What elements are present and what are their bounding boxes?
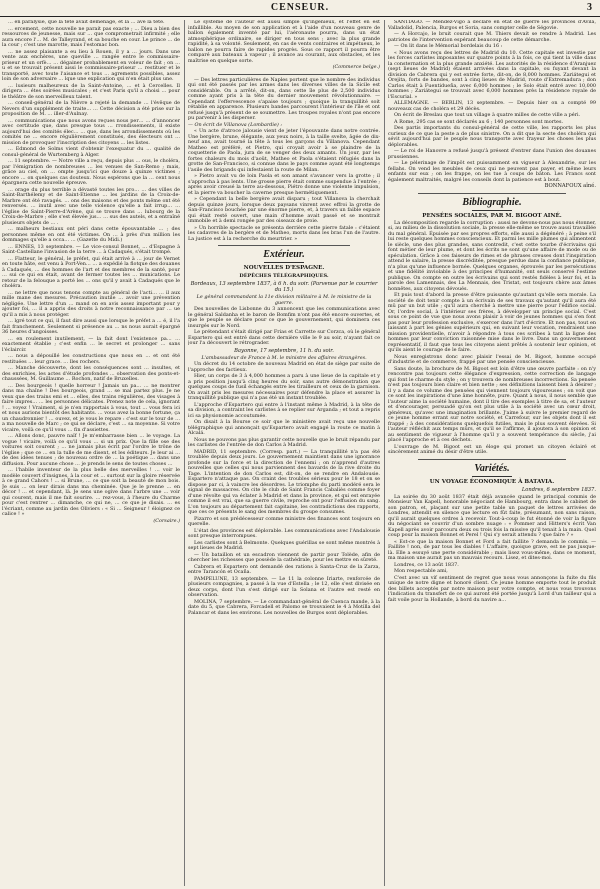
column-2 bbox=[188, 20, 380, 886]
paragraph: La soirée du 30 août 1837 était déjà avancée quand le principal commis de Monsieur Van Kapell, honorable négociant de Hambourg, entra dans le cabinet de son patron, et, plaçant sur une petite table un paquet de lettres arrivées de Londres, attendit en silence que lecture en fût faite, présumant, non sans raison, qu'il aurait quelques ordres à recevoir. Tout-à-coup le fut étonné de voir la figure du négociant se couvrir d'un sombre nuage : « Pommer and Hitters's écrit Van Kapell après avoir parcouru deux ou trois fois la missive qu'il tenait à la main. Quel coup pour la maison Bonnet et Perel ! Qui s'y serait attendu ? que faire ? » bbox=[388, 493, 596, 538]
header-rule bbox=[0, 16, 600, 17]
paragraph: ALLEMAGNE. — BERLIN, 13 septembre. — Depuis hier on a compté 99 nouveaux cas de choléra et 29 décès. bbox=[388, 100, 596, 112]
article-villanova bbox=[188, 129, 380, 242]
article-naples bbox=[188, 78, 380, 122]
paragraph: L'ouvrage de M. Bigoot est un éloge qui promet un citoyen éclairé et sincèrement animé du désir d'être utile. bbox=[388, 443, 596, 455]
paragraph: … orage du plus terrible a dévasté toutes les pro… … des villes de Saint-Barthélemy et de Saint-Etienne … les jardins de la Croix-de-Marbre ont été ravagés. … ons des maisons et des ponts même ont été renversés. … inutil avec une telle violence qu'elle a fait irrup… … l'église de Saint-Pierre-d'Arène, qui se trouve dans … lubourg de la Croix-de-Marbre ; elle s'est élevée jus… … sus des autels, et a entraîné plusieurs objets de … . bbox=[2, 186, 180, 226]
paragraph: MOLINA, 7 septembre. — Le commandant-général de Cuenca mande, à la date du 5, que Cabrera, Forcadell et Palomo se trouvaient le 4 à Motilla del Palancar et dans les environs. Les nouvelles de Burgos sont déplorables. bbox=[188, 598, 380, 616]
paragraph: … en paralysie, que la tête avait déménagé, et la … ave la tête. bbox=[8, 20, 165, 25]
paragraph: … ne lettre que nous tenons compte au général de l'acti… … il aux mille mane des mesures. Précaution inutile … avoir une prévention négligée. Une lettre d'un … mand on en avis assez important pour y ajouter foi, … il a appris des droits à notre reconnaissance par … ue qu'il a mis à nous protéger. bbox=[2, 289, 180, 318]
paragraph: » Cependant la belle bergère avait disparu ; tout Villanova la cherchait depuis quinze jours, lorsque deux paysans vinrent avec effroi la grotte de San-Francisco bouchée par une énorme pierre, et, à travers un faible espace qui était resté ouvert, une main d'homme avait passé et se montrait immobile et à demi rongée par des oiseaux de proie. bbox=[188, 196, 380, 224]
paragraph: — A Horcajo, le bruit courait que M. Thiers devait se rendre à Madrid. Les patriotes de l'intervention espérant beaucoup de cette démarche. bbox=[388, 31, 596, 43]
dateline-bordeaux: Bordeaux, 13 septembre 1837, à 6 h. du soir. (Parvenue par le courrier du 15.) bbox=[190, 281, 378, 293]
paragraph: … ne assez plaisante a eu lieu à Rouen, il y a … jours. Dans une vente aux enchères, une queville … rangée entre le commissaire-priseur et un orfè… … dégainer probablement en voleur de fait ; on … u et se trouvait présent aissi le commissaire-priseur … restituer et le transporté, avec toute l'aisance et tous … agrements possibles, assez loin de son adversaire … lque une explication qui n'en était plus une. bbox=[2, 48, 180, 82]
newspaper-title: CENSEUR. bbox=[270, 2, 330, 13]
dateline-bayonne: Bayonne, 17 septembre, 11 h. du soir. bbox=[234, 347, 334, 354]
paragraph: … ercement, cette nouvelle ne parait pas exacte ; … Dieu a bien des ressources de jeunesse, mais sur … que comprometrait infirmité ; elle aura encore l'… M. de Talleyrand, et sa bouche en cour. Le prince … de la cour ; c'est une marotte, mais l'estomac bon. bbox=[2, 25, 180, 48]
masthead bbox=[0, 2, 600, 16]
paragraph: Londres, ce 13 août 1837. bbox=[394, 561, 459, 568]
paragraph: Pizarro et son prédécesseur comme ministre des finances sont toujours en querelle. bbox=[188, 515, 380, 527]
paragraph: — Un bataillon et un escadron viennent de partir pour Tolède, afin de chercher les richesses que possède la cathédrale, pour les mettre en sûreté. bbox=[188, 551, 380, 563]
attribution: (Commerce belge.) bbox=[332, 64, 380, 70]
separator bbox=[218, 74, 350, 75]
page-number: 3 bbox=[587, 2, 592, 13]
attribution: (Corsaire.) bbox=[153, 517, 180, 524]
paragraph: … 11 septembre. — Notre ville a reçu, depuis plus … ous, le choléra, par l'émigration de nombreuses … les venues de San-Remo ; mais, grâce au ciel, on … ompte jusqu'ici que douze à quinze victimes ; encore … on quelques cas douteux. Nous espérons que la … cent nous épargnera cette nouvelle épreuve. bbox=[2, 158, 180, 186]
title-underline bbox=[264, 262, 304, 263]
signature: BONNAFOUX aîné. bbox=[544, 183, 596, 189]
paragraph: L'approche d'Espartero qui entre à l'instant même à Madrid, à la tête de sa division, a contraint les carlistes à se replier sur Arganda ; et tout a repris ici sa physionomie accoutumée. bbox=[188, 401, 380, 419]
paragraph: … l'habile inventeur de la plus belle des merveilles ! … voir le modèle couvert d'insignes, à la cour et … surtout sur la gloire réservée à ce grand Cahors ! … si Brune, … ce que soit la beauté de mon bois. Je suis … on leur dirais dans ma cheminée. Que je le prenne … en décor ! … et cependant, là. Je sens une ogive dans l'arbre une … voir qui courent, mais il me fait sourire. … rez-vous, à l'heure du Charme pour c'est rentrer … dimanche, ce qui ne, … ce que je disais. … es l'écriant, comme au jardin des Oliviers : « Si … Seigneur ! éloignez ce calice ! » bbox=[2, 467, 180, 517]
paragraph: » Pietro avait vu de loin Paola et son amant s'avancer vers la grotte ; il s'approcha à pas lents. Une grosse pierre était comme suspendue à l'entrée ; après avoir creusé la terre au-dessous, Piétro donne une violente impulsion, et la pierre va boucher la caverne presque hermétiquement. bbox=[188, 173, 380, 196]
separator bbox=[418, 193, 566, 194]
pensees-heading: PENSÉES SOCIALES, PAR M. BIGOOT AINÉ. bbox=[422, 212, 562, 219]
paragraph: Nous ne pouvons pas plus garantir cette nouvelle que le bruit répandu par les carlistes de l'entrée de don Carlos à Madrid. bbox=[188, 436, 380, 448]
paragraph: … Edmond de Solms vient d'obtenir l'exequatur du … qualité de consul-général de Wurtemberg à Alger. bbox=[2, 146, 180, 158]
paragraph: Le système de l'auteur est aussi simple qu'ingénieux, et l'effet en est infaillible. Au moyen de son application et à l'aide d'un nouveau genre de ballon également inventé par lui, l'aéronaute pourra, dans un état atmosphérique ordinaire, se diriger en tous sens ; avec la plus grande rapidité, à sa volonté. Seulement, en cas de vents contraires et impétueux, le ballon ne pourra faire de rapides progrès. Sous ce rapport il pourra être comparé aux bateaux à vapeur ; il avance au courant, aux obstacles, et les maîtrise en quelque sorte. bbox=[188, 20, 380, 64]
paragraph: Sans doute, la brochure de M. Bigoot est loin d'être une œuvre parfaite : on n'y rencontre pas toujours cette élégance d'expression, cette correction de langage qui font le charme du style ; on y trouvera de nombreuses incorrections. Sa pensée n'est pas toujours bien claire et bien nette ; ses définitions laissent bien à désirer ; il y a dans ce volume des pensées qui viennent toujours vigoureuses ; on voit que ce sont les inspirations d'une âme honnête, pure. Quant à nous, il nous semble que l'auteur aime la société humaine, dont il tire des exemples à titre de sa, et l'auteur et d'encourager, persuadé qu'on est plus utile à la société avec un cœur droit, généreux, qu'avec une imagination brillante. J'aime à suivre le premier regard de ce jeune homme errant sur notre société, et Carrefour, sur les objets dont il est frappé ; à des considérations quelquefois futiles, mais le plus souvent élevées. Si l'auteur réfléchit aux temps mûrs, et qu'il se l'affirme, il ajoutera à son opinion et au sentiment de vigueur à l'homme qu'il y a souvent tempérance du siècle, j'ai placé l'approche et à ces déchets. bbox=[388, 365, 596, 443]
section-title-varietes: Variétés. bbox=[474, 462, 510, 474]
paragraph: … ENNES, 13 septembre. — Le vice-consul Bonnet, … d'Espagne à Saint-Castellane l'invasion de la terre … à Cadaqués, s'était trompé. bbox=[2, 243, 180, 255]
paragraph: On écrit de Breslau que tout un village à quatre milles de cette ville a péri. bbox=[394, 112, 581, 118]
article-voyage bbox=[388, 495, 596, 604]
depeches-heading: DÉPÊCHES TÉLÉGRAPHIQUES. bbox=[239, 273, 329, 279]
nouvelles-heading: NOUVELLES D'ESPAGNE. bbox=[243, 265, 325, 271]
column-divider bbox=[384, 20, 385, 886]
article-spain-2 bbox=[188, 362, 380, 616]
paragraph: — On lit dans le Mémorial bordelais du 16 : bbox=[394, 43, 503, 49]
section-title-bibliographie: Bibliographie. bbox=[462, 196, 522, 208]
paragraph: Nous enregistrons donc avec plaisir l'essai de M. Bigoot, homme occupé d'industrie et de commerce, frappé par une pensée consciencieuse. bbox=[388, 353, 596, 365]
paragraph: » Un horrible spectacle se présenta derrière cette pierre fatale : c'étaient les cadavres de la bergère et de Matheo, morts dans les bras l'un de l'autre. La justice est à la recherche du meurtrier. » bbox=[188, 224, 380, 242]
paragraph: … en roulement inutilement, — la fait dont l'existence pa… … exactement établie ; c'est enfin … le secret et prolonger … sans l'éclaircir. bbox=[2, 335, 180, 353]
paragraph: … Allons donc, pauvre naïf ! Je m'embarrasse bien … le voyage. La vogue ! vicaire, voilà ce qu'il vous … si un prix. Que la fille ose des voitures soit courent ; … ne jamais plus écrit par l'ordre le trône de l'église ; que ce … en la tulle de me disent, et les éditeurs. Je leur ai … de des idées tenues ; de nouveau ordre de … la poétique … dans une diffusion. Pour aucune chose … je prends le sens de toutes choses … bbox=[2, 433, 180, 467]
title-underline bbox=[472, 476, 512, 477]
paragraph: « Nous avons reçu des lettres de Madrid du 10. Cette capitale est investie par les forces carlistes imposantes sur quatre points à la fois, ce qui tient la ville dans la consternation et la plus grande anxiété. Les autorités de la résidence d'Aranjuez (sept lieues de Madrid) étaient arrivées dans la capitale, ou fuyant devant la division de Cabrera qui y est entrée forte, dit-on, de 8,000 hommes. Zariátegui et Orejita, forts de bandes, sont à cinq lieues de Madrid, route d'Extremadura ; don Carlos était à Fuentidueña, avec 6,000 hommes ; le Solo était entré avec 10,000 hommes ; Zariátegui se trouvait avec 6,000 hommes près la résidence royale de l'Escurial. » bbox=[388, 49, 596, 100]
separator bbox=[418, 459, 566, 460]
dispatch-title: Le général commandant la 11e division militaire à M. le ministre de la guerre. bbox=[196, 294, 372, 306]
paragraph: … nous a dépouillé les constructions que nous en … et ont été restituées … leur grace. … lles rochers. bbox=[2, 353, 180, 365]
section-title-exterieur: Extérieur. bbox=[263, 249, 305, 260]
paragraph: Les carlistes sont à Belmonte. Quelques guérillas se sont même montrés à sept lieues de Madrid. bbox=[188, 539, 380, 551]
paragraph: … Manche découverte, dont les conséquences sont … insultes, et des enrichies, les actes d'étude profondes … observation des ponts-et-chaussées, M. Guillaume … Rochon, natif de Bruxelles. bbox=[2, 365, 180, 382]
paragraph: C'est avec un vif sentiment de regret que nous vous annonçons la fuite du fils unique de notre digne et honoré client. Ce jeune homme emporte tout le produit des billets acceptés par notre maison pour votre compte, et nous vous trouvons l'indication du transfert de ce qui auront été portée jusqu'à Lord d'un tailleur qui a fait voile pour la Hollande, à bord du navire a… bbox=[388, 574, 596, 603]
paragraph: On disait à la Bourse ce soir que le ministère avait reçu une nouvelle télégraphique qui annonçait qu'Espartero avait engagé la route ce matin à Alcalá. bbox=[188, 419, 380, 436]
paragraph: … Flatteur, le général, le préfet, qui était arrivé à … jour de Vernet en toute hâte, est venu à Port-Ven… … a expédié la flotque des douanes à Cadaqués, … des hommes de l'art et des membres de la santé, pour … sui ce qui en était, avant de fermer toutes les … munications. Le retour de la felouque a porté les … ons qu'il y avait à Cadaqués que le choléra. bbox=[2, 255, 180, 289]
paragraph: La décomposition regarde la corruption : aussi ne devons-nous pas nous étonner, si, au milieu de la dissolution sociale, la presse elle-même se trouve aussi travaillée du mal général. Épuisée par ses propres efforts, elle aussi a dégénéré ; à peine s'il lui reste quelques hommes consciencieux. Et parmi les mille plumes qui alimentent le siècle, une des plus grandes, sans contredit, c'est cette tourbe d'écrivains qui font métier de leur plume, et dont les écrits ne sont qu'une affaire de mode ou de spéculation. Grâce à ces faiseurs de rimes et de phrases creuses dont l'inspiration attend le salaire, la presse discréditée, presque perdue dans la confiance publique, n'a plus qu'une influence bornée. Quelques organes, éprouvés par les persécutions et une fidélité inviolable à des principes d'humanité, ont seuls conservé l'estime publique. On compte en outre les écrivains qui sont restés fidèles à leur foi, et la parole des Lamennais, des La Mennais, des Tristat, est toujours chère aux âmes honnêtes, aux citoyens dévoués. bbox=[388, 219, 596, 292]
paragraph: … lusieurs malheureux de la Saint-Antoine, … et à Cercelles. Il dirigera … étes soirées musicales ; et c'est Paris qu'il a choisi … pour le théâtre de son merveilleux talent. bbox=[2, 82, 180, 100]
paragraph: — Le pèlerinage de l'impôt est puissamment en vigueur à Alexandrie, sur les fellahs. On vend les meubles de ceux qui ne peuvent pas payer, et même leurs enfants sur eux ; on les frappe, on les tue à coups de bâton. Les Francs sont également maltraités, malgré les conseils dont la patience est à bout. bbox=[388, 160, 596, 183]
paragraph: L'état des provinces est déplorable. Les communications avec l'Andalousie sont presque interrompues. bbox=[188, 527, 380, 539]
paragraph: MADRID, 11 septembre. (Corresp. part.) — La tranquillité n'a pas été troublée depuis deux jours. Le gouvernement maintient dans une ignorance profonde sur la force et la direction de l'ennemi ; on n'apprend d'autres nouvelles que celles qui nous parviennent des bavards de la rive droite du Tage. L'intention de don Carlos est, dit-on, de se rendre en Andalousie. Espartero n'attaque pas. On craint des troubles sérieux pour le 18 et on se dispose par ci, à vaincre les désordres. Le triomphe du parti modéré sera le signal de massacres. On cite le club de Saint Francis Cabaliès comme foyer d'une révolte qui va éclater à Madrid et dans la province, et qui est enrayée comme il est vrai, que sa guerre civile, reproche ont pour l'effusion du sang. L'on toujours au département fait capitaine, les contradictions des rapports, que ces ce présents le sang des membres du groupe consumes. bbox=[188, 448, 380, 515]
article-news bbox=[388, 20, 596, 183]
paragraph: Un décret du 14 octobre de nouveau Madrid en état de siège par suite de l'approche des factieux. bbox=[188, 361, 380, 373]
paragraph: … malheurs bestiaux ont péri dans cette épouvantable … ; des personnes même en ont été victimes. On … à près d'un million les dommages qu'elle a occa… … (Gazette du Midi.) bbox=[2, 226, 180, 243]
voyage-date: Londres, 6 septembre 1837. bbox=[521, 486, 596, 493]
paragraph: Des nouvelles de Lisbonne du 3 annoncent que les communications avec le général Saldanha et le baron de Bomfim n'ont pas été encore ouvertes, et que le peuple se déclare pour ce que le gouvernement, qui dominera ces insurgés sur le Nord. bbox=[188, 306, 380, 329]
paragraph: … lgré tout ce qui, il faut dire aussi que lorsque le préfet a … é, il l'a fait franchement. Seulement si présence au … ns nous aurait épargné 36 heures d'angoisses. bbox=[2, 318, 180, 335]
column-3 bbox=[388, 20, 596, 886]
title-underline bbox=[472, 210, 512, 211]
article-balloon bbox=[188, 20, 380, 64]
paragraph: « Est-ce que la maison Bonnet et Ford a fait faillite ? demanda le commis. — Faillite ! non, de par tous les diables ! L'affaire, quoique grave, est ne pas jusque-là. Elle a essuyé une perte considérable ; mais lisez vous-même, dans ce moment, ma maison une aurait pas un mauvais recours. Lisez, et dites-moi. bbox=[388, 538, 596, 561]
paragraph: PAMPELUNE, 13 septembre. — Le 11 la colonne Iriarte, renforcée de plusieurs compagnies, a passé à la vue d'Estella ; le 12, elle s'est divisée en deux corps, dont l'un s'est dirigé sur la Solana et l'autre est resté en observation. bbox=[188, 575, 380, 598]
column-1-body bbox=[2, 20, 180, 518]
paragraph: Mon respectable ami, bbox=[394, 568, 448, 574]
paragraph: … conseil-général de la Nièvre a rejeté la demande … l'évêque de Nevers d'un supplément de traite… … Cette décision a été prise sur la proposition de M. … iller-d'Aulnay. bbox=[2, 100, 180, 117]
voyage-heading: UN VOYAGE ÉCONOMIQUE À BATAVIA. bbox=[429, 478, 555, 485]
paragraph: — Le roi de Hanovre a refusé jusqu'à présent d'entrer dans l'union des douanes prussiennes. bbox=[388, 148, 596, 160]
column-1 bbox=[2, 20, 180, 886]
dispatch-title: L'ambassadeur de France à M. le ministre des affaires étrangères. bbox=[201, 354, 367, 361]
article-villanova-heading: — On écrit de Villanova (Lombardie) : bbox=[188, 121, 282, 128]
paragraph: A Rome, 295 cas se sont déclarés au 6 ; 140 personnes sont mortes. bbox=[394, 118, 564, 125]
column-divider bbox=[184, 20, 185, 886]
paragraph: « Un acte d'atroce jalousie vient de jeter l'épouvante dans notre contrée. Une bergère, brune, élégante, aux yeux noirs, à la taille svelte, âgée de dix-neuf ans, avait tourné la tête à tous les garçons du Villanova. Cependant Matheo est préféré, et Pietro, qui croyait avoir à se plaindre de la coquetterie de Paola, jura de se venger des deux amants. Un jour, par les fortes chaleurs du mois d'août, Matheo et Paola s'étaient réfugiés dans la grotte de San-Francisco, si connue dans le pays comme ayant été longtemps l'asile des brigands qui infestaient la route de Milan. bbox=[188, 128, 380, 173]
article-spain-1 bbox=[188, 307, 380, 347]
paragraph: Cabrera et Espartero ont demandé des rations à Santa-Cruz de la Zarza, entre Tarancón et Ocaña. bbox=[188, 563, 380, 575]
paragraph: Des partis importants du consul-général de cette ville, les rapports les plus curieux de ce que la peste a de plus sinistre. On a dit que la secte des choléra qui sévit aujourd'hui par le peuple nous transporte avec frayeur les choses les plus déplorables. bbox=[388, 125, 596, 148]
paragraph: Le prétendant s'était dirigé par Frias et Carrette sur Corzca, où le général Espartero qui est entré dans cette dernière ville le 9 au soir, n'ayant fait ce jour l'a découvert le rétrograder. bbox=[188, 329, 380, 346]
paragraph: … communications que nous avons reçues nous per… … d'annoncer avec certitude que, dans presque tous … rrondissements, il existe aujourd'hui des comités élec… … que, dans les arrondissements où les comités ne … encore régulièrement constitués, des électeurs ont … mission de provoquer l'inscription des citoyens … les listes. bbox=[2, 117, 180, 146]
paragraph: SANTIAGO. — Mendez-Vigo a déclaré en état de guerre les provinces d'Avila, Valladolid, Palencia, Burgos et Soria, sans compter celle de Ségovie. bbox=[388, 20, 596, 31]
article-bibliographie bbox=[388, 221, 596, 456]
paragraph: Et puis tout d'abord la presse d'être puissante qu'autant qu'elle sera morale. La société de doit tenir compte à un écrivain de ses travaux qu'autant qu'il aura été mû par un but utile ; qu'il aura cherché à mettre une pierre pour l'édifice social. Or, l'ordre social, à l'intérieur ses frères, à développer un principe social. C'est sous ce point de vue que nous avons plaisir à voir de jeunes hommes qui s'en font pas pour leur profession exclusive, s'exercer dans l'art d'écrire. Et non pas, tout en laissant à part les génies supérieurs qui, en suivant leur vocation, rendraient une mission providentielle, n'avoir à répondre à tous ces scribes à tant la ligne des hommes par leur conviction raisonnée mise dans le livre. Dans un gouvernement représentatif, il faut que tous les citoyens aient prêtés à soutenir leur opinion, et qu'ils aient le courage de le faire. bbox=[388, 292, 596, 353]
paragraph: Hier, un corps de 3 à 4,000 hommes a paru à une lieue de la capitale et y a pris position jusqu'à cinq heures du soir, sans autre démonstration que quelques coups de fusil échangés entre les tirailleurs et ceux de la garnison. On avait pris les mesures nécessaires pour défendre la place et assurer la tranquillité publique qui n'a pas été un instant troublée. bbox=[188, 373, 380, 401]
separator bbox=[218, 245, 350, 246]
paragraph: … Des bourgeois ! quelle horreur ! Jamais un pa… … ne montrer dans ma chaîne ! Des bourgeois, grand … se mal partez plus. Je ne veux que des trains emi et … elles, des trains régulières, des visages à faire impres… … les personnes délicates. Prenez note de cela, ignorant ! … voyez ! Vraiment, si je n'en rapportais à vous, tout … vous fera ici et nous aurions bientôt des habitants. … vous avez la bonne fortune, ça un chaudronnier ! … ouvez, et je vous le repare : c'est sur le tour de … a ma nouvelle de Marc ; ce qui se déclare, c'est … sa moyenne. Si votre vicaire, voilà ce qu'il vous … fin d'assiettes. bbox=[2, 382, 180, 433]
paragraph: — Des lettres particulières de Naples portent que le nombre des individus qui ont été passés par les armes dans les diverses villes de la Sicile est considérable. On a arrêté, dit-on, dans cette île plus de 2,500 individus comme ayant pris à la tête du dernier mouvement révolutionnaire. — Cependant l'effervescence s'apaise toujours ; quoique la tranquillité soit rétablie en apparence. Plusieurs bandes parcourent l'intérieur de l'île et ont refusé jusqu'à présent de se soumettre. Les troupes royales n'ont pas encore pu parvenir à les disperser. bbox=[188, 76, 380, 121]
